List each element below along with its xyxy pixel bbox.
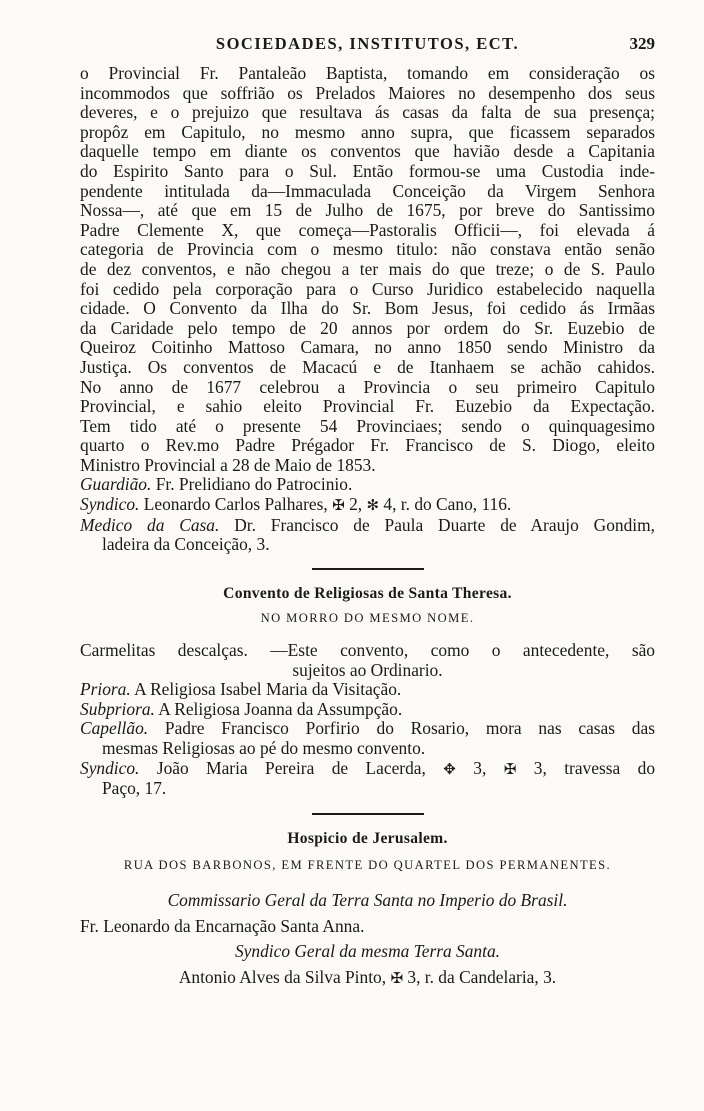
syndico-theresa-continuation: Paço, 17. (102, 778, 167, 799)
capellao-continuation: mesmas Religiosas ao pé do mesmo convento. (102, 738, 426, 758)
cross-pattee-icon: ✠ (332, 496, 345, 515)
text-line: daquelle tempo em diante os conventos que havião desde a Capitania (80, 141, 655, 162)
syndico-address: 4, r. do Cano, 116. (383, 494, 512, 515)
guardiao-label: Guardião. (80, 474, 152, 495)
medico-entry (80, 516, 655, 536)
text-line: cidade. O Convento da Ilha do Sr. Bom Jesus, foi cedido ás Irmãas (80, 298, 655, 319)
cross-crosslet-icon: ✥ (443, 759, 456, 778)
commissario-title (80, 891, 655, 911)
syndico-geral-title-text: Syndico Geral da mesma Terra Santa. (234, 941, 501, 962)
carmelitas-continuation: sujeitos ao Ordinario. (292, 659, 443, 680)
syndico-label: Syndico. (80, 494, 140, 515)
text-line: Nossa—, até que em 15 de Julho de 1675, por breve do Santissimo (80, 200, 655, 221)
capellao-label: Capellão. (80, 718, 149, 739)
text-line: do Espirito Santo para o Sul. Então formou-se uma Custodia inde- (80, 160, 655, 181)
syndico-theresa-label: Syndico. (80, 757, 140, 778)
text-line: da Caridade pelo tempo de 20 annos por ordem do Sr. Euzebio de (80, 317, 655, 338)
page-number: 329 (629, 34, 655, 53)
section-location-jerusalem: RUA DOS BARBONOS, EM FRENTE DO QUARTEL DOS PERMANENTES. (123, 858, 612, 873)
text-line: o Provincial Fr. Pantaleão Baptista, tomando em consideração os (80, 63, 655, 83)
star-icon: ✻ (366, 496, 380, 515)
subpriora-value: A Religiosa Joanna da Assumpção. (158, 698, 403, 719)
syndico-number-1: 2, (349, 494, 363, 515)
franciscan-narrative (80, 64, 655, 475)
commissario-name: Fr. Leonardo da Encarnação Santa Anna. (80, 915, 365, 936)
syndico-name: Leonardo Carlos Palhares, (143, 494, 328, 515)
text-line: incommodos que soffrião os Prelados Maiores no desempenho dos seus (80, 82, 655, 103)
guardiao-value: Fr. Prelidiano do Patrocinio. (155, 474, 353, 495)
priora-value: A Religiosa Isabel Maria da Visitação. (134, 679, 402, 700)
text-line: propôz em Capitulo, no mesmo anno supra, que ficassem separados (80, 121, 655, 142)
text-line: deveres, e o prejuizo que resultava ás casas da falta de sua presença; (80, 102, 655, 123)
subpriora-entry (80, 700, 655, 720)
text-line: Padre Clemente X, que começa—Pastoralis Officii—, foi elevada á (80, 219, 655, 240)
text-line: No anno de 1677 celebrou a Provincia o seu primeiro Capitulo (80, 376, 655, 397)
carmelitas-line: Carmelitas descalças. —Este convento, como o antecedente, são (80, 640, 655, 661)
syndico-geral-name: Antonio Alves da Silva Pinto, (178, 966, 387, 987)
text-line: Provincial, e sahio eleito Provincial Fr. Euzebio da Expectação. (80, 396, 655, 417)
syndico-geral-entry (80, 968, 655, 989)
syndico-theresa-name: João Maria Pereira de Lacerda, (156, 757, 426, 778)
text-line: Ministro Provincial a 28 de Maio de 1853. (80, 454, 376, 475)
syndico-theresa-number-1: 3, (473, 757, 487, 778)
priora-label: Priora. (80, 679, 131, 700)
running-title: SOCIEDADES, INSTITUTOS, ECT. (215, 34, 520, 53)
syndico-entry (80, 495, 655, 516)
section-title-theresa: Convento de Religiosas de Santa Theresa. (223, 584, 512, 602)
cross-pattee-icon: ✠ (390, 968, 404, 987)
syndico-geral-title (80, 942, 655, 962)
priora-entry (80, 680, 655, 700)
text-line: de dez conventos, e não chegou a ter mais do que treze; o de S. Paulo (80, 258, 655, 279)
medico-value: Dr. Francisco de Paula Duarte de Araujo Gondim, (234, 514, 655, 535)
text-line: pendente intitulada da—Immaculada Conceição da Virgem Senhora (80, 180, 655, 201)
page-header (80, 34, 655, 58)
text-line: categoria de Provincia com o mesmo titulo: não constava então senão (80, 239, 655, 260)
text-line: foi cedido pela corporação para o Curso Juridico estabelecido naquella (80, 278, 655, 299)
syndico-theresa-address: 3, travessa do (533, 757, 656, 778)
capellao-value: Padre Francisco Porfirio do Rosario, mora nas casas das (164, 718, 655, 739)
syndico-geral-address: 3, r. da Candelaria, 3. (407, 966, 557, 987)
medico-label: Medico da Casa. (80, 514, 220, 535)
text-line: Queiroz Coitinho Mattoso Camara, no anno 1850 sendo Ministro da (80, 337, 655, 358)
subpriora-label: Subpriora. (80, 698, 155, 719)
section-title-jerusalem: Hospicio de Jerusalem. (287, 829, 448, 847)
guardiao-entry (80, 475, 655, 495)
text-line: Tem tido até o presente 54 Provinciaes; sendo o quinquagesimo (80, 415, 655, 436)
capellao-entry (80, 719, 655, 739)
text-line: quarto o Rev.mo Padre Prégador Fr. Francisco de S. Diogo, eleito (80, 435, 655, 456)
cross-pattee-icon: ✠ (503, 759, 517, 778)
syndico-theresa-entry (80, 759, 655, 780)
page-body (80, 64, 655, 988)
text-line: Justiça. Os conventos de Macacú e de Itanhaem se achão cahidos. (80, 356, 655, 377)
medico-address: ladeira da Conceição, 3. (102, 534, 270, 555)
section-location-theresa: NO MORRO DO MESMO NOME. (260, 611, 475, 626)
commissario-title-text: Commissario Geral da Terra Santa no Imperio do Brasil. (167, 889, 568, 910)
